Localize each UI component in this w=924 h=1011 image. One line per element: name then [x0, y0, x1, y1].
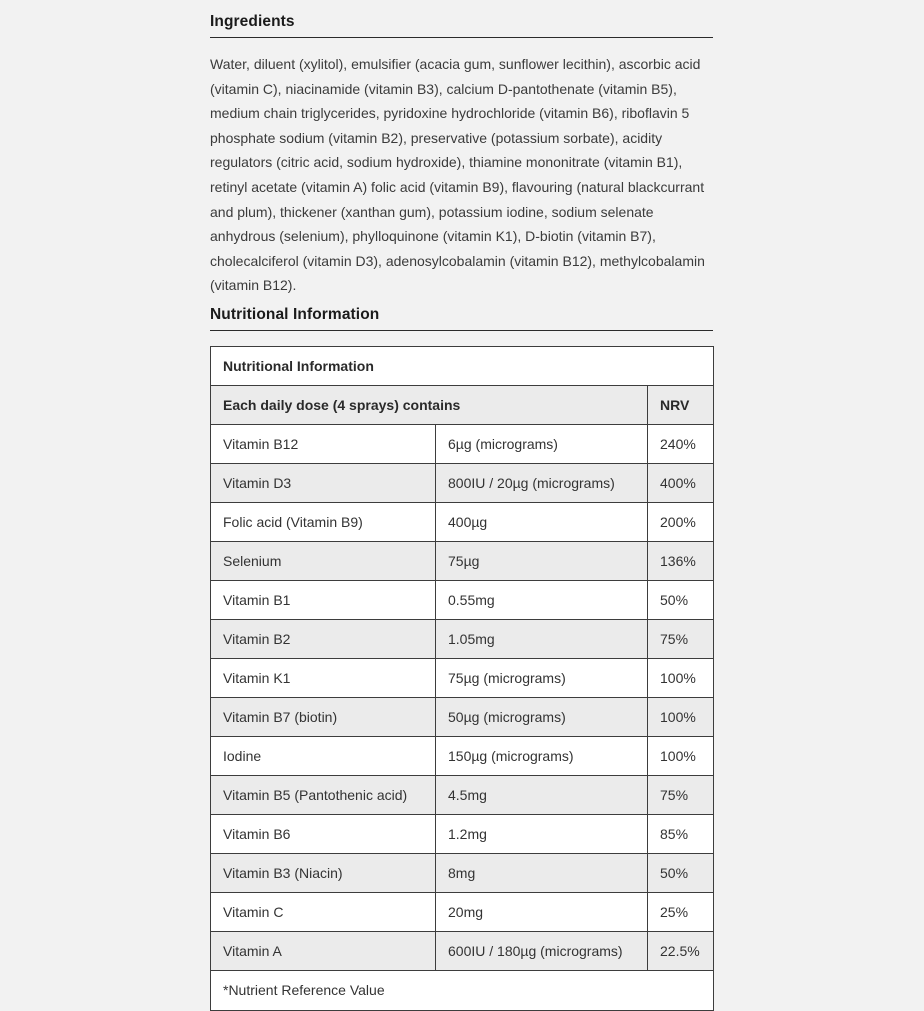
nutrient-amount: 20mg: [436, 892, 648, 931]
nutrient-nrv: 400%: [648, 463, 714, 502]
nutrient-amount: 1.05mg: [436, 619, 648, 658]
table-row: [211, 463, 714, 502]
nutrient-nrv: 100%: [648, 736, 714, 775]
nutrient-nrv: 25%: [648, 892, 714, 931]
nutrient-name: Vitamin D3: [211, 463, 436, 502]
table-title: Nutritional Information: [211, 346, 714, 385]
nutrient-amount: 600IU / 180µg (micrograms): [436, 931, 648, 970]
table-row: [211, 931, 714, 970]
nutrient-amount: 75µg (micrograms): [436, 658, 648, 697]
nutrient-amount: 0.55mg: [436, 580, 648, 619]
table-footnote: *Nutrient Reference Value: [211, 970, 714, 1010]
nutrient-name: Folic acid (Vitamin B9): [211, 502, 436, 541]
nutrient-nrv: 75%: [648, 619, 714, 658]
table-row: [211, 736, 714, 775]
nutrient-name: Vitamin K1: [211, 658, 436, 697]
nutrient-name: Vitamin B3 (Niacin): [211, 853, 436, 892]
nutrient-name: Vitamin B5 (Pantothenic acid): [211, 775, 436, 814]
nutrient-nrv: 200%: [648, 502, 714, 541]
nutrient-name: Vitamin B12: [211, 424, 436, 463]
nutrient-nrv: 50%: [648, 853, 714, 892]
nutrient-nrv: 240%: [648, 424, 714, 463]
nutrient-name: Vitamin B6: [211, 814, 436, 853]
nutrient-name: Vitamin B1: [211, 580, 436, 619]
nutrient-name: Iodine: [211, 736, 436, 775]
nutrition-table-body: [211, 424, 714, 970]
nutrient-amount: 75µg: [436, 541, 648, 580]
nutrient-nrv: 22.5%: [648, 931, 714, 970]
nutrition-table: [210, 346, 714, 1011]
table-row: [211, 541, 714, 580]
ingredients-heading: Ingredients: [210, 13, 713, 38]
nutrient-name: Vitamin B2: [211, 619, 436, 658]
table-row: [211, 892, 714, 931]
table-row: [211, 775, 714, 814]
nutrient-nrv: 100%: [648, 658, 714, 697]
nutrient-amount: 6µg (micrograms): [436, 424, 648, 463]
table-row: [211, 619, 714, 658]
table-row: [211, 814, 714, 853]
nutrient-name: Selenium: [211, 541, 436, 580]
table-row: [211, 853, 714, 892]
table-title-row: [211, 346, 714, 385]
nutrient-name: Vitamin C: [211, 892, 436, 931]
table-row: [211, 697, 714, 736]
nutrient-name: Vitamin B7 (biotin): [211, 697, 436, 736]
footnote-row: [211, 970, 714, 1010]
nutrient-nrv: 75%: [648, 775, 714, 814]
nutrient-nrv: 50%: [648, 580, 714, 619]
nrv-column-header: NRV: [648, 385, 714, 424]
ingredients-text: Water, diluent (xylitol), emulsifier (acacia gum, sunflower lecithin), ascorbic acid (vitamin C), niacinamide (vitamin B3), calcium D-pantothenate (vitamin B5), medium chain triglycerides, pyridoxine hydrochloride (vitamin B6), riboflavin 5 phosphate sodium (vitamin B2), preservative (potassium sorbate), acidity regulators (citric acid, sodium hydroxide), thiamine mononitrate (vitamin B1), retinyl acetate (vitamin A) folic acid (vitamin B9), flavouring (natural blackcurrant and plum), thickener (xanthan gum), potassium iodine, sodium selenate anhydrous (selenium), phylloquinone (vitamin K1), D-biotin (vitamin B7), cholecalciferol (vitamin D3), adenosylcobalamin (vitamin B12), methylcobalamin (vitamin B12).: [210, 56, 705, 294]
table-row: [211, 658, 714, 697]
nutrient-nrv: 85%: [648, 814, 714, 853]
nutrient-nrv: 136%: [648, 541, 714, 580]
nutrient-amount: 400µg: [436, 502, 648, 541]
nutrition-heading: Nutritional Information: [210, 306, 713, 331]
nutrient-amount: 50µg (micrograms): [436, 697, 648, 736]
table-row: [211, 580, 714, 619]
nutrient-amount: 1.2mg: [436, 814, 648, 853]
nutrient-amount: 150µg (micrograms): [436, 736, 648, 775]
nutrient-amount: 800IU / 20µg (micrograms): [436, 463, 648, 502]
dose-column-header: Each daily dose (4 sprays) contains: [211, 385, 648, 424]
column-header-row: [211, 385, 714, 424]
nutrient-name: Vitamin A: [211, 931, 436, 970]
table-row: [211, 502, 714, 541]
table-row: [211, 424, 714, 463]
nutrient-nrv: 100%: [648, 697, 714, 736]
product-info-section: [210, 13, 713, 1011]
nutrient-amount: 8mg: [436, 853, 648, 892]
nutrient-amount: 4.5mg: [436, 775, 648, 814]
